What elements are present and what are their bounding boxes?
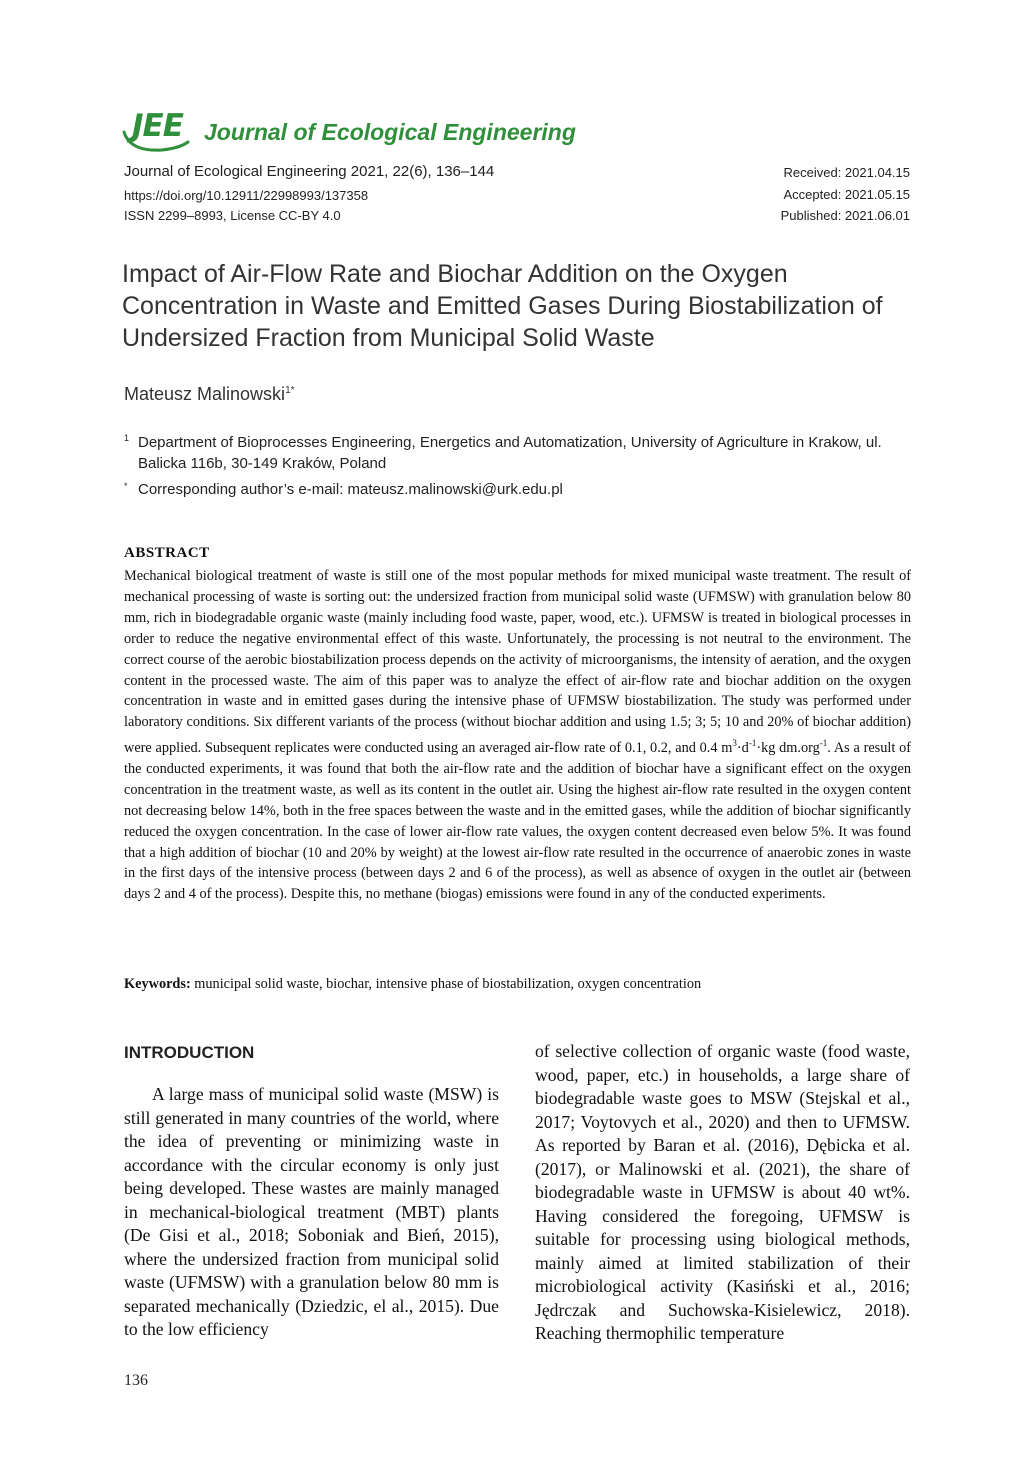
author-name: Mateusz Malinowski <box>124 384 286 404</box>
citation: Journal of Ecological Engineering 2021, 22(6), 136–144 <box>124 163 495 180</box>
affiliation <box>124 432 898 474</box>
introduction-column-right: of selective collection of organic waste (food waste, wood, paper, etc.) in households, a large share of biodegradable waste goes to MSW (Stejskal et al., 2017; Voytovych et al., 2020) and then to UFMSW. As reported by Baran et al. (2016), Dębicka et al. (2017), or Malinowski et al. (2021), the share of biodegradable waste in UFMSW is about 40 wt%. Having considered the foregoing, UFMSW is suitable for processing using biological methods, mainly aimed at limited stabilization of their microbiological activity (Kasiński et al., 2016; Jędrczak and Suchowska-Kisielewicz, 2018). Reaching thermophilic temperature <box>535 1041 910 1343</box>
abstract-body: Mechanical biological treatment of waste is still one of the most popular methods for mixed municipal waste treatment. The result of mechanical processing of waste is sorting out: the undersized fraction from municipal solid waste (UFMSW) with granulation below 80 mm, rich in biodegradable organic waste (mainly including food waste, paper, wood, etc.). UFMSW is treated in biological processes in order to reduce the negative environmental effect of this waste. Unfortunately, the processing is not neutral to the environment. The correct course of the aerobic biostabilization process depends on the activity of microorganisms, the intensity of aeration, and the oxygen content in the processed waste. The aim of this paper was to analyze the effect of air-flow rate and biochar addition on the oxygen concentration in waste and in emitted gases during the intensive phase of UFMSW biostabilization. The study was performed under laboratory conditions. Six different variants of the process (without biochar addition and using 1.5; 3; 5; 10 and 20% of biochar addition) were applied. Subsequent replicates were conducted using an averaged air-flow rate of 0.1, 0.2, and 0.4 $m^3\cdot d^{-1}\cdot kg$ dm.org$^{-1}$. As a result of the conducted experiments, it was found that both the air-flow rate and the addition of biochar have a significant effect on the oxygen concentration in the treatment waste, as well as its content in the outlet air. Using the highest air-flow rate resulted in the oxygen content not decreasing below 14%, both in the free spaces between the waste and in the emitted gases, while the addition of biochar significantly reduced the oxygen concentration. In the case of lower air-flow rate values, the oxygen content decreased even below 5%. It was found that a high addition of biochar (10 and 20% by weight) at the lowest air-flow rate resulted in the occurrence of anaerobic zones in waste in the first days of the intensive process (between days 2 and 6 of the process), as well as absence of oxygen in the outlet air (between days 2 and 4 of the process). Despite this, no methane (biogas) emissions were found in any of the conducted experiments. <box>124 568 912 903</box>
author <box>124 384 295 405</box>
accepted-date: Accepted: 2021.05.15 <box>783 187 910 202</box>
corresponding-text: Corresponding author’s e-mail: mateusz.malinowski@urk.edu.pl <box>138 481 563 498</box>
doi-link[interactable]: https://doi.org/10.12911/22998993/137358 <box>124 188 369 203</box>
affiliation-mark: 1 <box>124 433 130 443</box>
introduction-heading: INTRODUCTION <box>124 1043 255 1062</box>
author-marks: 1* <box>285 385 295 396</box>
logo-swoosh-icon <box>122 128 192 154</box>
journal-logo: JEE <box>132 108 183 144</box>
introduction-column-left: A large mass of municipal solid waste (MSW) is still generated in many countries of the world, where the idea of preventing or minimizing waste in accordance with the circular economy is only just being developed. These wastes are mainly managed in mechanical-biological treatment (MBT) plants (De Gisi et al., 2018; Soboniak and Bień, 2015), where the undersized fraction from municipal solid waste (UFMSW) with a granulation below 80 mm is separated mechanically (Dziedzic, el al., 2015). Due to the low efficiency <box>124 1084 499 1339</box>
keywords <box>124 976 911 993</box>
corresponding-mark: * <box>124 481 128 491</box>
received-date: Received: 2021.04.15 <box>783 165 910 180</box>
published-date: Published: 2021.06.01 <box>780 208 910 223</box>
page-number: 136 <box>124 1372 148 1389</box>
article-title: Impact of Air-Flow Rate and Biochar Addition on the Oxygen Concentration in Waste and Emitted Gases During Biostabilization of Undersized Fraction from Municipal Solid Waste <box>122 260 883 352</box>
journal-name: Journal of Ecological Engineering <box>204 119 576 145</box>
keywords-label: Keywords: <box>124 976 191 992</box>
corresponding-author <box>124 479 898 500</box>
issn-license: ISSN 2299–8993, License CC-BY 4.0 <box>124 208 341 223</box>
keywords-text: municipal solid waste, biochar, intensive phase of biostabilization, oxygen concentration <box>190 976 702 992</box>
abstract-heading: ABSTRACT <box>124 545 210 561</box>
affiliation-text: Department of Bioprocesses Engineering, Energetics and Automatization, University of Agriculture in Krakow, ul. Balicka 116b, 30-149 Kraków, Poland <box>138 434 882 472</box>
